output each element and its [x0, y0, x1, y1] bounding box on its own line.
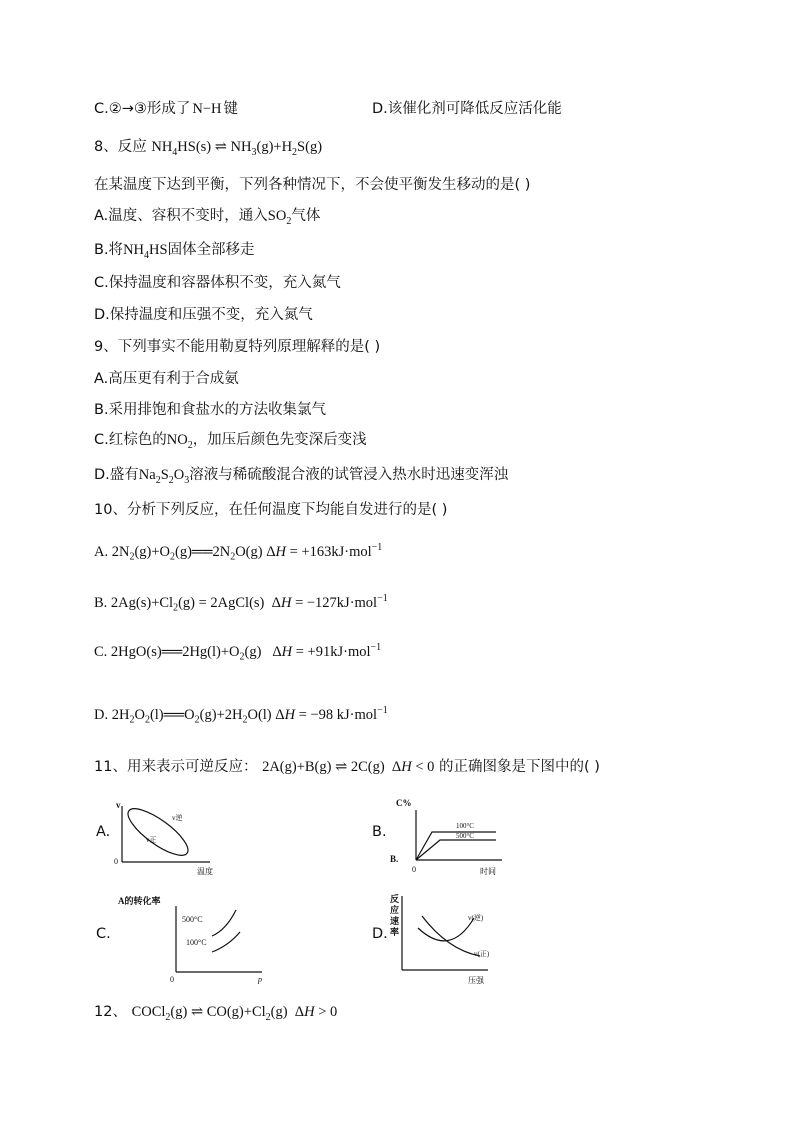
q7-option-c: C.②→③形成了 N−H 键 — [94, 101, 239, 117]
graph-a-curve1: v逆 — [172, 814, 183, 822]
graph-c-origin: 0 — [170, 975, 174, 984]
graph-c-curve-500 — [212, 910, 236, 936]
q10-stem: 10、分析下列反应，在任何温度下均能自发进行的是( ) — [94, 502, 448, 518]
q11-graph-c — [114, 892, 274, 984]
q11-graph-b — [392, 796, 512, 880]
q11-option-b-label: B. — [372, 824, 387, 840]
q10-option-d: D. $2H_2O_2(l)══O_2(g)+2H_2O(l) \Delta H = -98$ kJ·mol$^{-1}$ — [94, 705, 388, 726]
graph-a-ellipse — [122, 801, 194, 863]
q9-stem: 9、下列事实不能用勒夏特列原理解释的是( ) — [94, 339, 381, 355]
graph-a-origin: 0 — [114, 857, 118, 866]
graph-c-curve-100 — [212, 932, 240, 952]
graph-d-curve1: v(逆) — [468, 914, 484, 922]
q11-option-c-label: C. — [96, 926, 111, 942]
graph-b-curve1: 100°C — [456, 822, 474, 830]
q12-heading: 12、 COCl$_2$(g) ⇌ $CO(g)+Cl_2(g) \Delta H > 0$ — [94, 1004, 338, 1023]
q11-graph-a — [112, 798, 217, 880]
q9-option-b: B.采用排饱和食盐水的方法收集氯气 — [94, 402, 327, 418]
graph-a-x-label: 温度 — [197, 867, 213, 876]
graph-b-y-label: C% — [396, 798, 412, 808]
q8-option-b: B.将$NH_4HS$固体全部移走 — [94, 242, 255, 261]
q9-option-a: A.高压更有利于合成氨 — [94, 371, 239, 387]
q11-stem: 11、用来表示可逆反应： 2A(g)+B(g) ⇌ 2C(g) ΔH < 0 的正确图象是下图中的( ) — [94, 759, 600, 775]
graph-c-curve2: 100°C — [186, 938, 207, 947]
q11-option-a-label: A. — [96, 824, 111, 840]
q10-option-b: B. $2Ag(s)+Cl_2(g)$ = 2AgCl(s) ΔH = −127kJ·mol$^{-1}$ — [94, 593, 388, 614]
q8-option-c: C.保持温度和容器体积不变，充入氮气 — [94, 275, 341, 291]
graph-d-curve2: v(正) — [474, 950, 490, 958]
graph-d-x-label: 压强 — [468, 976, 484, 985]
q12-equation: COCl$_2$(g) ⇌ $CO(g)+Cl_2(g) \Delta H > 0$ — [131, 1004, 338, 1023]
graph-a-y-label: v — [116, 800, 121, 810]
q9-option-c: C.红棕色的$NO_2$，加压后颜色先变深后变浅 — [94, 432, 367, 451]
graph-b-x-label: 时间 — [480, 867, 496, 876]
graph-b-curve2: 500°C — [456, 832, 474, 840]
graph-d-y-label: 反应速率 — [390, 894, 400, 937]
q8-equation: $NH_4HS(s)$ ⇌ $NH_3(g)+H_2S(g)$ — [151, 139, 323, 158]
q10-option-a: A. $2N_2(g)+O_2(g)══2N_2O(g) \Delta H = +163kJ\cdot mol^{-1}$ — [94, 542, 383, 563]
graph-c-x-label: p — [258, 975, 262, 984]
graph-c-y-label: A的转化率 — [118, 896, 161, 906]
q11-option-d-label: D. — [372, 926, 388, 942]
q9-option-d: D.盛有$Na_2S_2O_3$溶液与稀硫酸混合液的试管浸入热水时迅速变浑浊 — [94, 467, 509, 486]
q10-option-c: C. $2HgO(s)══2Hg(l)+O_2(g) \Delta H = +91kJ\cdot mol^{-1}$ — [94, 642, 382, 663]
q8-stem: 在某温度下达到平衡，下列各种情况下，不会使平衡发生移动的是( ) — [94, 177, 531, 193]
graph-c-curve1: 500°C — [182, 915, 203, 924]
q8-option-d: D.保持温度和压强不变，充入氮气 — [94, 307, 313, 323]
graph-a-curve2: v正 — [146, 836, 157, 844]
q11-graph-d — [388, 888, 500, 988]
graph-b-corner: B. — [390, 854, 399, 864]
q8-option-a: A.温度、容积不变时，通入$SO_2$气体 — [94, 208, 321, 227]
q7-option-d: D.该催化剂可降低反应活化能 — [372, 101, 562, 117]
graph-b-line-500 — [416, 840, 496, 860]
graph-b-origin: 0 — [412, 865, 416, 874]
q8-heading: 8、反应 $NH_4HS(s)$ ⇌ $NH_3(g)+H_2S(g)$ — [94, 139, 323, 158]
